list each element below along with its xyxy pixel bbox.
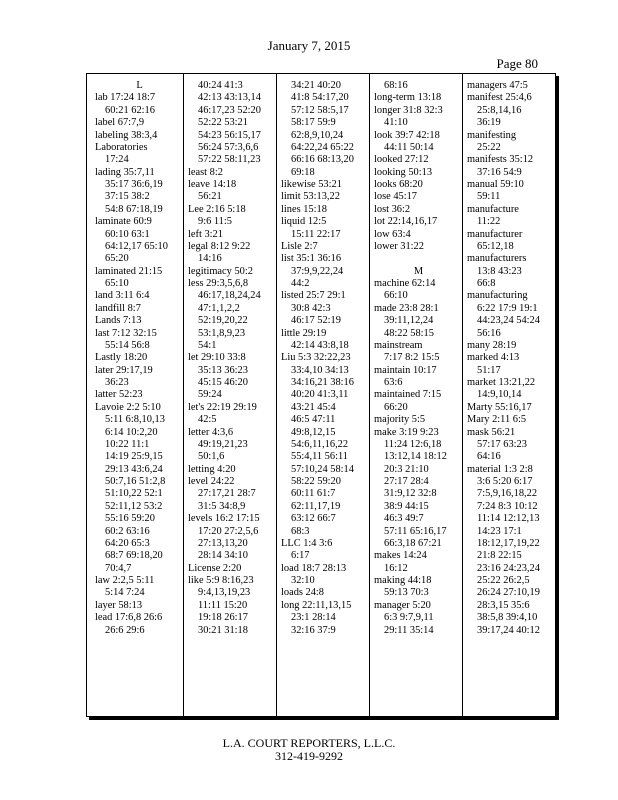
index-entry-continuation: 28:14 34:10: [198, 550, 248, 562]
index-entry-continuation: 69:18: [291, 166, 315, 178]
index-entry-continuation: 30:8 42:3: [291, 302, 331, 314]
index-entry-continuation: 66:3,18 67:21: [384, 537, 442, 549]
column-divider: [276, 74, 277, 716]
index-entry: Lisle 2:7: [281, 240, 318, 252]
index-entry-continuation: 43:21 45:4: [291, 401, 336, 413]
index-entry-continuation: 65:20: [105, 253, 129, 265]
index-entry-continuation: 5:14 7:24: [105, 587, 145, 599]
index-entry-continuation: 26:6 29:6: [105, 624, 145, 636]
index-entry-continuation: 48:22 58:15: [384, 327, 434, 339]
index-entry-continuation: 58:22 59:20: [291, 476, 341, 487]
column-divider: [183, 74, 184, 716]
index-entry: manifest 25:4,6: [467, 92, 532, 104]
index-entry: load 18:7 28:13: [281, 562, 347, 574]
index-entry-continuation: 37:16 54:9: [477, 166, 522, 178]
index-entry: making 44:18: [374, 575, 432, 586]
index-entry-continuation: 54:6,11,16,22: [291, 438, 349, 450]
index-entry-continuation: 66:16 68:13,20: [291, 154, 354, 166]
index-entry-continuation: 64:20 65:3: [105, 537, 150, 549]
index-entry-continuation: 23:1 28:14: [291, 612, 336, 624]
index-entry-continuation: 52:19,20,22: [198, 315, 248, 327]
index-entry: lot 22:14,16,17: [374, 216, 438, 228]
index-entry: let 29:10 33:8: [188, 352, 246, 364]
index-entry-continuation: 60:11 61:7: [291, 488, 336, 500]
index-entry: [374, 253, 463, 265]
index-entry: looks 68:20: [374, 179, 423, 190]
document-date: January 7, 2015: [267, 38, 351, 53]
index-entry-continuation: 9:6 11:5: [198, 216, 232, 228]
index-entry-continuation: 64:22,24 65:22: [291, 141, 354, 153]
index-column-1: [95, 80, 184, 637]
index-entry: legal 8:12 9:22: [188, 240, 251, 252]
index-entry-continuation: 31:5 34:8,9: [198, 500, 246, 512]
index-entry-continuation: 25:22: [477, 141, 501, 153]
index-entry: likewise 53:21: [281, 179, 342, 190]
index-entry-continuation: 18:12,17,19,22: [477, 537, 540, 549]
index-entry: laminate 60:9: [95, 216, 152, 228]
index-column-5: [467, 80, 556, 637]
index-entry-continuation: 62:11,17,19: [291, 500, 341, 512]
index-entry-continuation: 60:2 63:16: [105, 525, 150, 537]
index-entry-continuation: 9:4,13,19,23: [198, 587, 251, 599]
index-entry-continuation: 58:17 59:9: [291, 117, 336, 129]
index-entry: License 2:20: [188, 562, 242, 574]
index-entry-continuation: 17:24: [105, 154, 129, 166]
index-entry-continuation: 56:16: [477, 327, 501, 339]
index-entry-continuation: 19:18 26:17: [198, 612, 248, 624]
index-entry-continuation: 57:22 58:11,23: [198, 154, 261, 166]
index-entry: lines 15:18: [281, 203, 327, 215]
page-number: Page 80: [496, 56, 538, 71]
index-entry-continuation: 27:17,21 28:7: [198, 488, 256, 500]
index-entry-continuation: 25:8,14,16: [477, 104, 522, 116]
index-entry: Marty 55:16,17: [467, 401, 532, 413]
index-frame: [86, 73, 556, 717]
index-entry: little 29:19: [281, 327, 327, 339]
index-entry: manufacturing: [467, 290, 528, 302]
index-entry: majority 5:5: [374, 414, 426, 426]
index-entry-continuation: 42:13 43:13,14: [198, 92, 261, 104]
index-entry-continuation: 37:9,9,22,24: [291, 265, 344, 277]
index-entry: listed 25:7 29:1: [281, 290, 346, 302]
index-entry-continuation: 40:24 41:3: [198, 80, 243, 91]
index-entry: lose 45:17: [374, 191, 418, 203]
index-entry-continuation: 53:1,8,9,23: [198, 327, 246, 339]
index-entry-continuation: 38:9 44:15: [384, 500, 429, 512]
index-entry: latter 52:23: [95, 389, 143, 401]
index-entry-continuation: 59:24: [198, 389, 222, 401]
index-entry: manual 59:10: [467, 179, 524, 190]
index-entry: long 22:11,13,15: [281, 599, 352, 611]
index-entry-continuation: 56:21: [198, 191, 222, 203]
index-entry-continuation: 49:19,21,23: [198, 438, 248, 450]
index-entry-continuation: 44:23,24 54:24: [477, 315, 540, 327]
index-entry: manufacture: [467, 203, 519, 215]
index-entry-continuation: 57:17 63:23: [477, 438, 527, 450]
index-entry: laminated 21:15: [95, 265, 163, 277]
index-entry-continuation: 14:9,10,14: [477, 389, 522, 401]
index-entry-continuation: 55:14 56:8: [105, 339, 150, 351]
index-entry-continuation: 46:17,23 52:20: [198, 104, 261, 116]
index-entry-continuation: 7:5,9,16,18,22: [477, 488, 538, 500]
index-entry: left 3:21: [188, 228, 223, 240]
index-entry: letter 4:3,6: [188, 426, 234, 438]
index-entry-continuation: 26:24 27:10,19: [477, 587, 540, 599]
index-entry-continuation: 7:24 8:3 10:12: [477, 500, 538, 512]
index-entry-continuation: 7:17 8:2 15:5: [384, 352, 440, 364]
index-entry-continuation: 62:8,9,10,24: [291, 129, 344, 141]
index-entry-continuation: 45:15 46:20: [198, 377, 248, 388]
index-entry-continuation: 57:11 65:16,17: [384, 525, 447, 537]
index-entry-continuation: 70:4,7: [105, 562, 132, 574]
index-entry-continuation: 31:9,12 32:8: [384, 488, 437, 500]
index-entry-continuation: 54:23 56:15,17: [198, 129, 261, 141]
index-entry-continuation: 63:12 66:7: [291, 513, 336, 525]
index-entry: Lavoie 2:2 5:10: [95, 401, 161, 413]
index-entry: mask 56:21: [467, 426, 516, 438]
index-entry-continuation: 29:11 35:14: [384, 624, 434, 636]
index-entry: lost 36:2: [374, 203, 411, 215]
index-entry-continuation: 6:22 17:9 19:1: [477, 302, 538, 314]
index-entry: lower 31:22: [374, 240, 424, 252]
index-entry: loads 24:8: [281, 587, 325, 599]
index-entry: let's 22:19 29:19: [188, 401, 257, 413]
index-entry-continuation: 5:11 6:8,10,13: [105, 414, 165, 426]
index-entry-continuation: 11:24 12:6,18: [384, 438, 442, 450]
index-entry-continuation: 35:13 36:23: [198, 364, 248, 376]
index-entry: limit 53:13,22: [281, 191, 340, 203]
index-entry-continuation: 27:13,13,20: [198, 537, 248, 549]
index-entry: many 28:19: [467, 339, 517, 351]
index-entry: letting 4:20: [188, 463, 236, 475]
index-entry-continuation: 51:10,22 52:1: [105, 488, 163, 500]
index-entry-continuation: 66:20: [384, 401, 408, 413]
index-entry: looked 27:12: [374, 154, 429, 166]
index-entry: mainstream: [374, 339, 423, 351]
index-entry-continuation: 33:4,10 34:13: [291, 364, 349, 376]
index-entry: label 67:7,9: [95, 117, 145, 129]
index-entry-continuation: 68:16: [384, 80, 408, 91]
index-letter-heading: L: [136, 80, 143, 91]
index-entry-continuation: 57:12 58:5,17: [291, 104, 349, 116]
index-entry: layer 58:13: [95, 599, 143, 611]
index-entry-continuation: 36:23: [105, 377, 129, 388]
index-entry: manufacturers: [467, 253, 527, 265]
index-column-4: [374, 80, 463, 637]
index-entry-continuation: 46:17,18,24,24: [198, 290, 261, 302]
index-entry-continuation: 55:4,11 56:11: [291, 451, 348, 463]
index-entry-continuation: 32:10: [291, 575, 315, 586]
index-entry: market 13:21,22: [467, 377, 536, 388]
page-footer: [0, 737, 618, 763]
index-entry: maintained 7:15: [374, 389, 442, 401]
index-entry: makes 14:24: [374, 550, 427, 562]
index-entry-continuation: 11:14 12:12,13: [477, 513, 540, 525]
index-entry-continuation: 38:5,8 39:4,10: [477, 612, 538, 624]
index-entry: list 35:1 36:16: [281, 253, 342, 265]
index-entry: leave 14:18: [188, 179, 237, 190]
index-entry-continuation: 59:13 70:3: [384, 587, 429, 599]
index-entry-continuation: 23:16 24:23,24: [477, 562, 540, 574]
index-entry-continuation: 65:10: [105, 278, 129, 289]
index-entry: low 63:4: [374, 228, 411, 240]
index-entry: land 3:11 6:4: [95, 290, 150, 302]
index-entry: legitimacy 50:2: [188, 265, 253, 277]
index-entry: Mary 2:11 6:5: [467, 414, 527, 426]
index-entry: Lands 7:13: [95, 315, 142, 327]
index-entry-continuation: 27:17 28:4: [384, 476, 429, 487]
index-entry-continuation: 16:12: [384, 562, 408, 574]
index-entry: make 3:19 9:23: [374, 426, 439, 438]
index-entry-continuation: 60:10 63:1: [105, 228, 150, 240]
index-entry: look 39:7 42:18: [374, 129, 440, 141]
footer-phone: 312-419-9292: [275, 749, 343, 763]
index-entry: last 7:12 32:15: [95, 327, 157, 339]
index-entry: maintain 10:17: [374, 364, 437, 376]
index-entry-continuation: 36:19: [477, 117, 501, 129]
index-entry-continuation: 46:5 47:11: [291, 414, 336, 426]
index-entry: law 2:2,5 5:11: [95, 575, 155, 586]
index-entry-continuation: 14:23 17:1: [477, 525, 522, 537]
index-entry: Laboratories: [95, 141, 148, 153]
index-entry: longer 31:8 32:3: [374, 104, 443, 116]
index-entry: level 24:22: [188, 476, 235, 487]
index-entry-continuation: 68:3: [291, 525, 310, 537]
index-entry-continuation: 65:12,18: [477, 240, 514, 252]
index-entry-continuation: 52:22 53:21: [198, 117, 248, 129]
index-entry-continuation: 66:10: [384, 290, 408, 302]
index-entry-continuation: 44:2: [291, 278, 310, 289]
index-entry-continuation: 63:6: [384, 377, 403, 388]
index-entry-continuation: 47:1,1,2,2: [198, 302, 240, 314]
index-entry-continuation: 55:16 59:20: [105, 513, 155, 525]
index-entry-continuation: 34:16,21 38:16: [291, 377, 354, 388]
index-entry-continuation: 20:3 21:10: [384, 463, 429, 475]
index-entry: managers 47:5: [467, 80, 528, 91]
index-entry: least 8:2: [188, 166, 223, 178]
index-entry-continuation: 6:14 10:2,20: [105, 426, 158, 438]
index-letter-heading: M: [413, 265, 424, 277]
index-entry-continuation: 44:11 50:14: [384, 141, 434, 153]
index-entry: later 29:17,19: [95, 364, 153, 376]
index-entry-continuation: 11:22: [477, 216, 501, 228]
index-entry: Lee 2:16 5:18: [188, 203, 246, 215]
index-entry-continuation: 66:8: [477, 278, 496, 289]
index-entry-continuation: 68:7 69:18,20: [105, 550, 163, 562]
index-entry: marked 4:13: [467, 352, 520, 364]
column-divider: [462, 74, 463, 716]
index-entry: landfill 8:7: [95, 302, 141, 314]
index-entry-continuation: 59:11: [477, 191, 501, 203]
index-entry: manager 5:20: [374, 599, 431, 611]
index-entry-continuation: 17:20 27:2,5,6: [198, 525, 259, 537]
index-entry-continuation: 41:10: [384, 117, 408, 129]
index-entry: levels 16:2 17:15: [188, 513, 260, 525]
index-entry-continuation: 51:17: [477, 364, 501, 376]
index-entry-continuation: 40:20 41:3,11: [291, 389, 349, 401]
index-entry-continuation: 54:8 67:18,19: [105, 203, 163, 215]
index-entry-continuation: 10:22 11:1: [105, 438, 150, 450]
index-entry: Lastly 18:20: [95, 352, 148, 364]
index-entry-continuation: 60:21 62:16: [105, 104, 155, 116]
index-entry-continuation: 52:11,12 53:2: [105, 500, 163, 512]
index-entry: machine 62:14: [374, 278, 436, 289]
index-column-2: [188, 80, 277, 637]
index-entry-continuation: 41:8 54:17,20: [291, 92, 349, 104]
index-entry-continuation: 14:16: [198, 253, 222, 265]
index-entry-continuation: 30:21 31:18: [198, 624, 248, 636]
index-entry-continuation: 64:12,17 65:10: [105, 240, 168, 252]
index-entry: less 29:3,5,6,8: [188, 278, 249, 289]
index-entry-continuation: 64:16: [477, 451, 501, 463]
index-entry-continuation: 34:21 40:20: [291, 80, 341, 91]
index-entry-continuation: 29:13 43:6,24: [105, 463, 163, 475]
index-entry: Liu 5:3 32:22,23: [281, 352, 351, 364]
index-entry: liquid 12:5: [281, 216, 327, 228]
index-entry-continuation: 15:11 22:17: [291, 228, 341, 240]
index-entry: looking 50:13: [374, 166, 433, 178]
index-entry-continuation: 6:17: [291, 550, 310, 562]
index-entry-continuation: 49:8,12,15: [291, 426, 336, 438]
index-entry-continuation: 32:16 37:9: [291, 624, 336, 636]
index-entry: lab 17:24 18:7: [95, 92, 156, 104]
index-entry: manufacturer: [467, 228, 523, 240]
index-entry: long-term 13:18: [374, 92, 442, 104]
index-entry: manifests 35:12: [467, 154, 534, 166]
index-entry-continuation: 35:17 36:6,19: [105, 179, 163, 190]
index-entry-continuation: 3:6 5:20 6:17: [477, 476, 533, 487]
index-entry-continuation: 39:11,12,24: [384, 315, 434, 327]
index-entry: LLC 1:4 3:6: [281, 537, 333, 549]
column-divider: [369, 74, 370, 716]
index-entry-continuation: 50:1,6: [198, 451, 225, 463]
footer-company: L.A. COURT REPORTERS, L.L.C.: [222, 736, 396, 750]
index-entry: manifesting: [467, 129, 517, 141]
index-entry-continuation: 28:3,15 35:6: [477, 599, 530, 611]
index-entry-continuation: 21:8 22:15: [477, 550, 522, 562]
index-entry: material 1:3 2:8: [467, 463, 533, 475]
index-column-3: [281, 80, 370, 637]
index-entry-continuation: 50:7,16 51:2,8: [105, 476, 166, 487]
index-entry-continuation: 39:17,24 40:12: [477, 624, 540, 636]
index-entry-continuation: 11:11 15:20: [198, 599, 248, 611]
index-entry-continuation: 42:5: [198, 414, 217, 426]
index-entry: lead 17:6,8 26:6: [95, 612, 163, 624]
index-entry: lading 35:7,11: [95, 166, 155, 178]
index-entry-continuation: 56:24 57:3,6,6: [198, 141, 259, 153]
index-entry: like 5:9 8:16,23: [188, 575, 254, 586]
index-entry-continuation: 13:8 43:23: [477, 265, 522, 277]
index-entry-continuation: 14:19 25:9,15: [105, 451, 163, 463]
index-entry-continuation: 37:15 38:2: [105, 191, 150, 203]
index-entry-continuation: 46:17 52:19: [291, 315, 341, 327]
index-entry-continuation: 54:1: [198, 339, 217, 351]
index-entry-continuation: 57:10,24 58:14: [291, 463, 354, 475]
index-entry-continuation: 46:3 49:7: [384, 513, 424, 525]
index-entry: made 23:8 28:1: [374, 302, 439, 314]
index-entry-continuation: 42:14 43:8,18: [291, 339, 349, 351]
index-entry-continuation: 13:12,14 18:12: [384, 451, 447, 463]
index-entry-continuation: 6:3 9:7,9,11: [384, 612, 434, 624]
index-entry: labeling 38:3,4: [95, 129, 158, 141]
index-entry-continuation: 25:22 26:2,5: [477, 575, 530, 586]
